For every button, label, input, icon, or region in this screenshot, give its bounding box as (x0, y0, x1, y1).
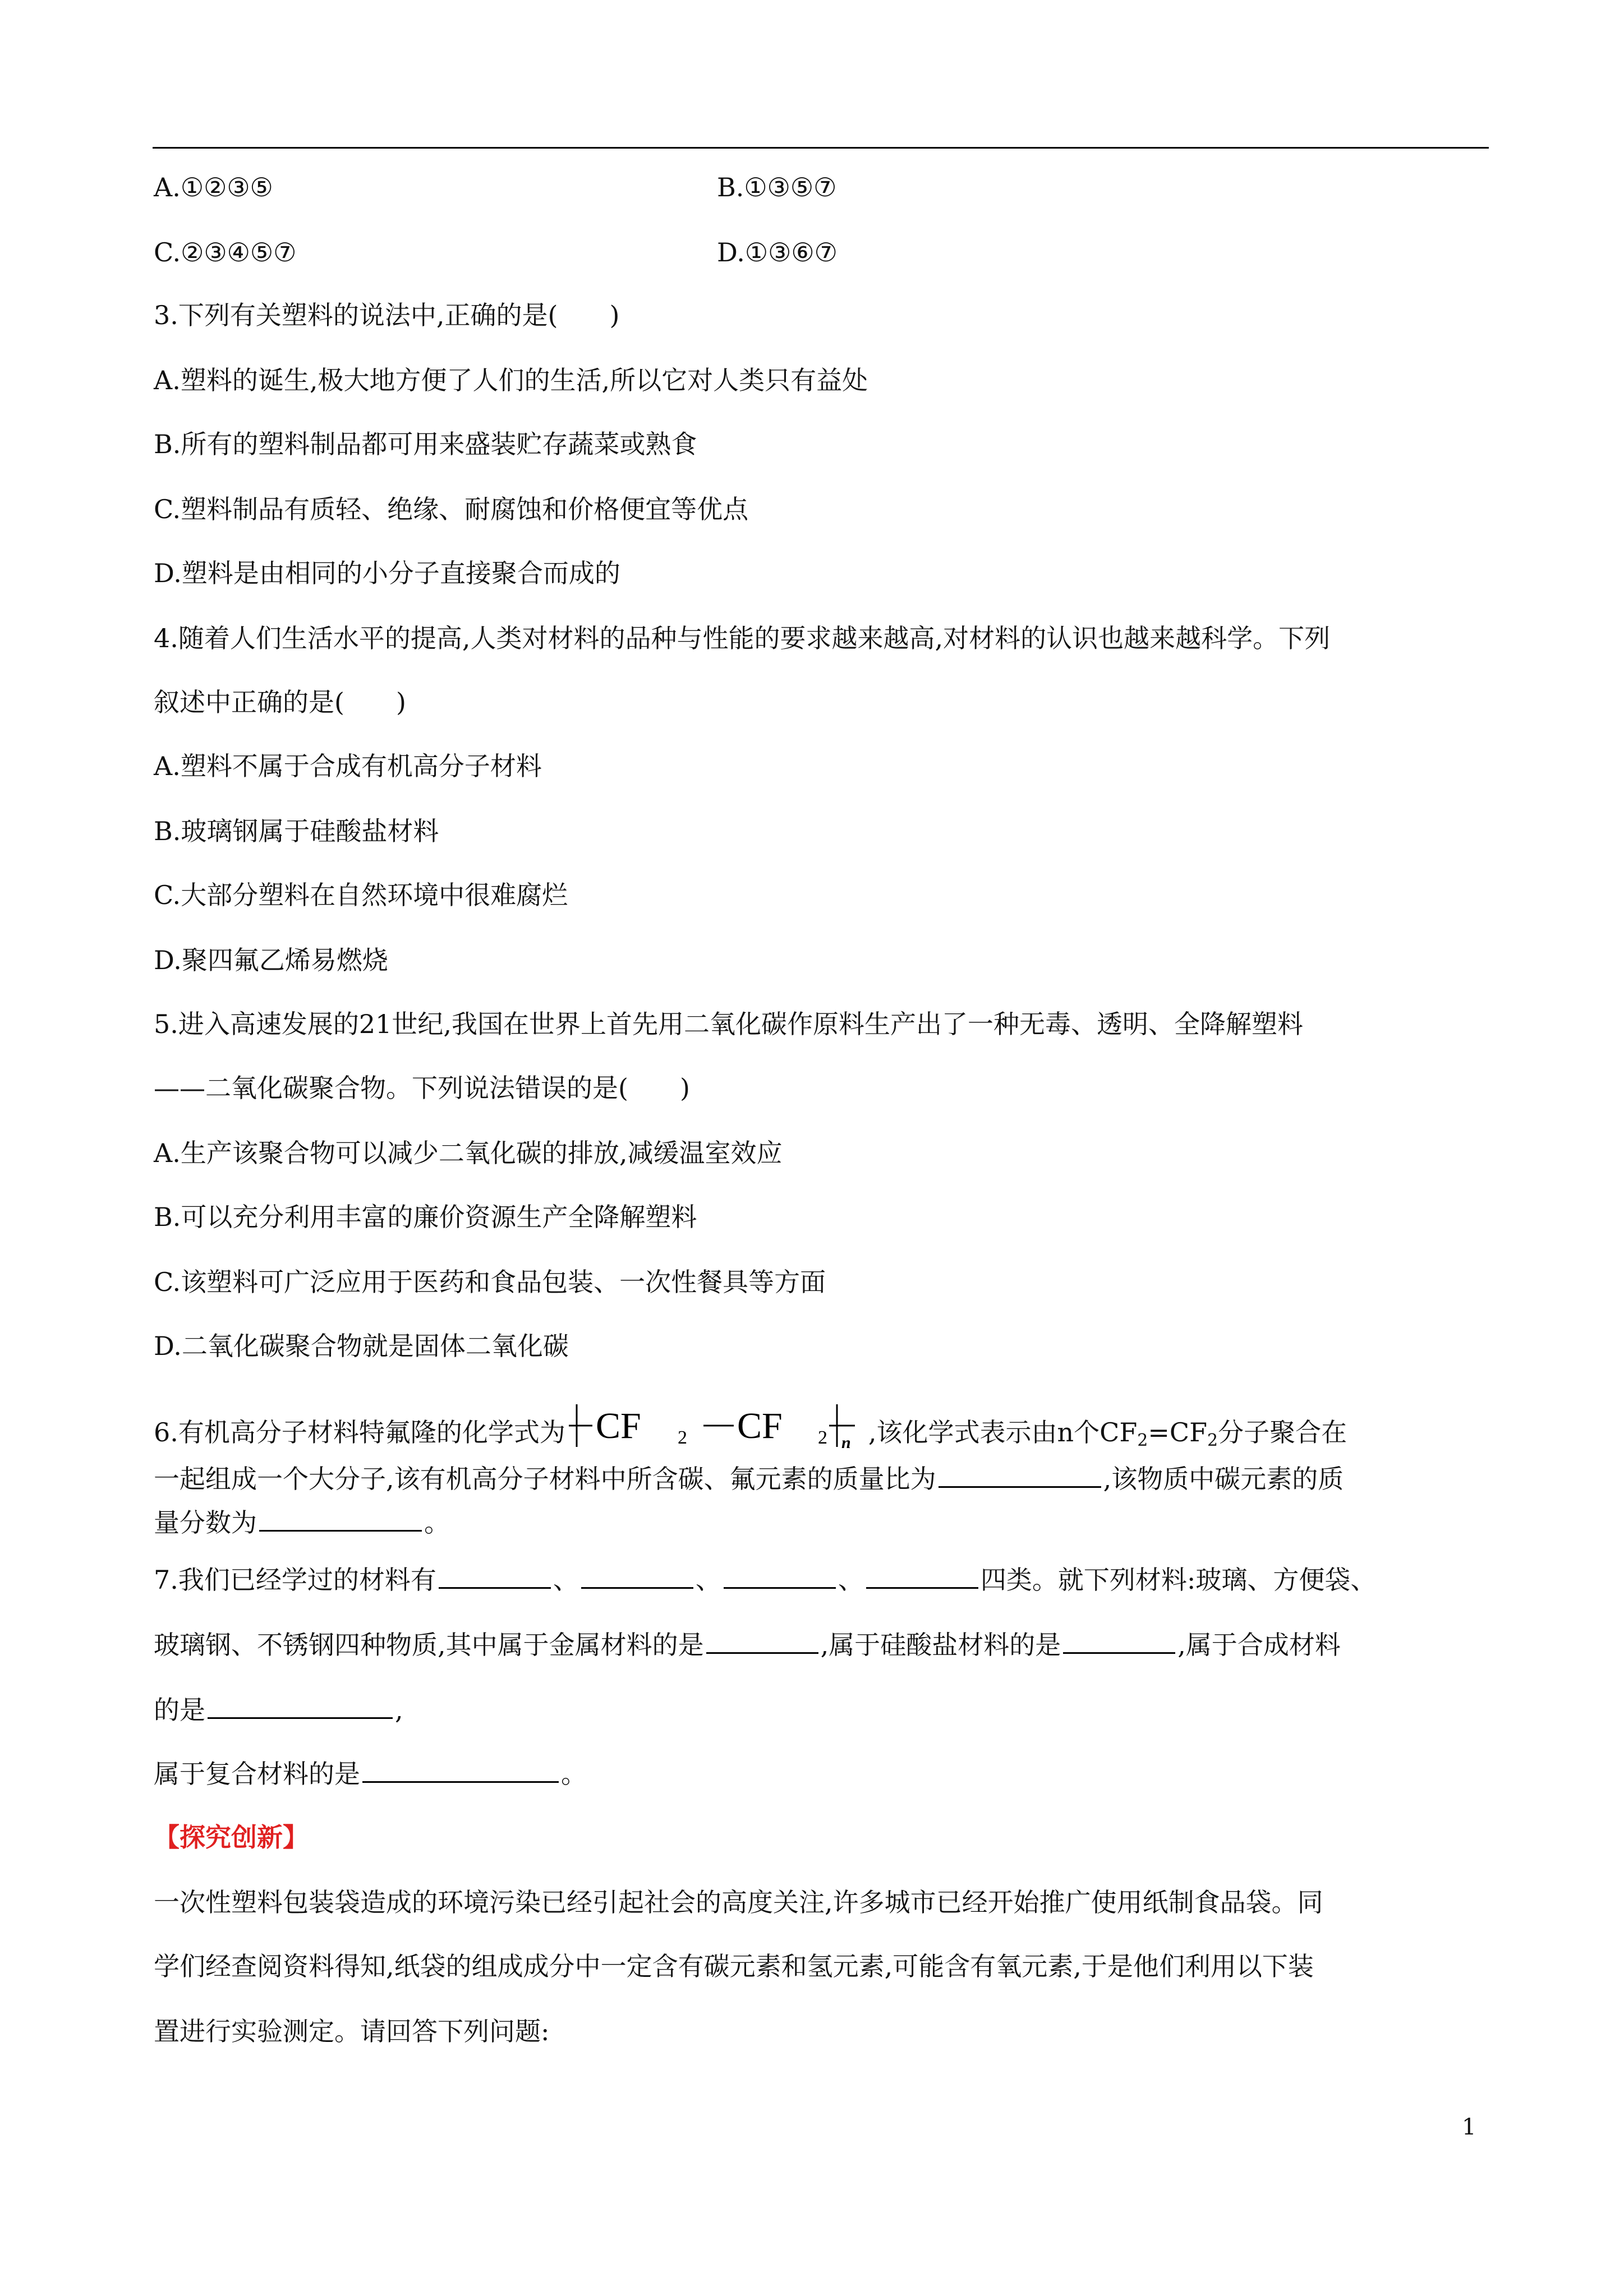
explore-paragraph-line2: 学们经查阅资料得知,纸袋的组成成分中一定含有碳元素和氢元素,可能含有氧元素,于是他们利用以下装 (154, 1951, 1314, 1981)
q6-line3a: 量分数为 (154, 1507, 257, 1538)
q3-option-d: D.塑料是由相同的小分子直接聚合而成的 (154, 558, 620, 588)
q5-option-b: B.可以充分利用丰富的廉价资源生产全降解塑料 (154, 1202, 697, 1232)
answer-blank-material-2[interactable] (581, 1562, 693, 1589)
q7-line3a: 的是 (154, 1695, 205, 1725)
q5-option-c: C.该塑料可广泛应用于医药和食品包装、一次性餐具等方面 (154, 1267, 826, 1297)
answer-blank-material-1[interactable] (439, 1562, 551, 1589)
q7-line2b: ,属于硅酸盐材料的是 (820, 1630, 1061, 1660)
q2-option-b: B.①③⑤⑦ (717, 172, 837, 202)
q7-line1b: 四类。就下列材料:玻璃、方便袋、 (980, 1565, 1377, 1595)
q7-line2a: 玻璃钢、不锈钢四种物质,其中属于金属材料的是 (154, 1630, 704, 1660)
formula-sub-2: 2 (817, 1427, 827, 1448)
q7-sep-2: 、 (695, 1565, 721, 1595)
q7-line4 (154, 1756, 587, 1791)
q5-stem-line1: 5.进入高速发展的21世纪,我国在世界上首先用二氧化碳作原料生产出了一种无毒、透明、全降解塑料 (154, 1009, 1304, 1039)
answer-blank-silicate[interactable] (1063, 1628, 1175, 1654)
q7-line2 (154, 1628, 1341, 1662)
q6-line2 (154, 1461, 1344, 1496)
q7-sep-1: 、 (553, 1565, 579, 1595)
q3-stem: 3.下列有关塑料的说法中,正确的是( ) (154, 300, 620, 330)
q6-sub1: 2 (1137, 1431, 1148, 1450)
teflon-formula (565, 1396, 868, 1453)
q2-option-c: C.②③④⑤⑦ (154, 237, 297, 268)
q7-sep-3: 、 (838, 1565, 864, 1595)
answer-blank-carbon-fraction[interactable] (259, 1505, 422, 1532)
explore-paragraph-line3: 置进行实验测定。请回答下列问题: (154, 2016, 550, 2046)
q4-stem-line2: 叙述中正确的是( ) (154, 687, 406, 717)
q6-line3b: 。 (424, 1507, 450, 1538)
formula-unit-1: CF (595, 1405, 641, 1446)
q7-line1a: 7.我们已经学过的材料有 (154, 1565, 436, 1595)
answer-blank-synthetic[interactable] (208, 1693, 393, 1719)
answer-blank-composite[interactable] (362, 1756, 559, 1783)
q3-option-c: C.塑料制品有质轻、绝缘、耐腐蚀和价格便宜等优点 (154, 494, 749, 524)
q3-option-a: A.塑料的诞生,极大地方便了人们的生活,所以它对人类只有益处 (154, 365, 868, 395)
q6-after1: ,该化学式表示由n个CF (868, 1417, 1138, 1447)
q5-stem-line2: ——二氧化碳聚合物。下列说法错误的是( ) (154, 1073, 690, 1103)
q7-line1 (154, 1562, 1376, 1597)
q6-line1 (154, 1396, 1347, 1458)
q7-line3 (154, 1693, 403, 1727)
q6-line2b: ,该物质中碳元素的质 (1103, 1464, 1344, 1494)
answer-blank-material-3[interactable] (724, 1562, 836, 1589)
q7-line4b: 。 (561, 1759, 587, 1789)
formula-n: n (841, 1433, 851, 1452)
q2-option-d: D.①③⑥⑦ (717, 237, 838, 268)
q4-option-c: C.大部分塑料在自然环境中很难腐烂 (154, 880, 568, 910)
answer-blank-mass-ratio[interactable] (938, 1461, 1101, 1488)
q4-stem-line1: 4.随着人们生活水平的提高,人类对材料的品种与性能的要求越来越高,对材料的认识也越来越科学。下列 (154, 623, 1331, 653)
q5-option-a: A.生产该聚合物可以减少二氧化碳的排放,减缓温室效应 (154, 1138, 783, 1168)
q7-line3b: , (395, 1695, 403, 1725)
q6-prefix: 6.有机高分子材料特氟隆的化学式为 (154, 1417, 565, 1447)
q6-line2a: 一起组成一个大分子,该有机高分子材料中所含碳、氟元素的质量比为 (154, 1464, 936, 1494)
q7-line2c: ,属于合成材料 (1177, 1630, 1341, 1660)
page-number: 1 (1462, 2114, 1476, 2140)
q4-option-a: A.塑料不属于合成有机高分子材料 (154, 751, 542, 781)
q6-after2: 分子聚合在 (1218, 1417, 1347, 1447)
formula-sub-1: 2 (677, 1427, 687, 1448)
explore-paragraph-line1: 一次性塑料包装袋造成的环境污染已经引起社会的高度关注,许多城市已经开始推广使用纸制食品袋。同 (154, 1887, 1323, 1917)
q6-sub2: 2 (1207, 1431, 1218, 1450)
section-heading-explore: 【探究创新】 (154, 1822, 309, 1852)
q6-line3 (154, 1505, 450, 1539)
q4-option-b: B.玻璃钢属于硅酸盐材料 (154, 816, 439, 846)
answer-blank-material-4[interactable] (866, 1562, 978, 1589)
q2-option-a: A.①②③⑤ (154, 172, 273, 202)
q3-option-b: B.所有的塑料制品都可用来盛装贮存蔬菜或熟食 (154, 429, 697, 459)
q4-option-d: D.聚四氟乙烯易燃烧 (154, 945, 388, 975)
header-rule (153, 147, 1489, 149)
formula-unit-2: CF (737, 1405, 783, 1446)
answer-blank-metal[interactable] (706, 1628, 818, 1654)
q7-line4a: 属于复合材料的是 (154, 1759, 360, 1789)
q5-option-d: D.二氧化碳聚合物就是固体二氧化碳 (154, 1331, 569, 1361)
q6-eq: =CF (1148, 1417, 1208, 1447)
